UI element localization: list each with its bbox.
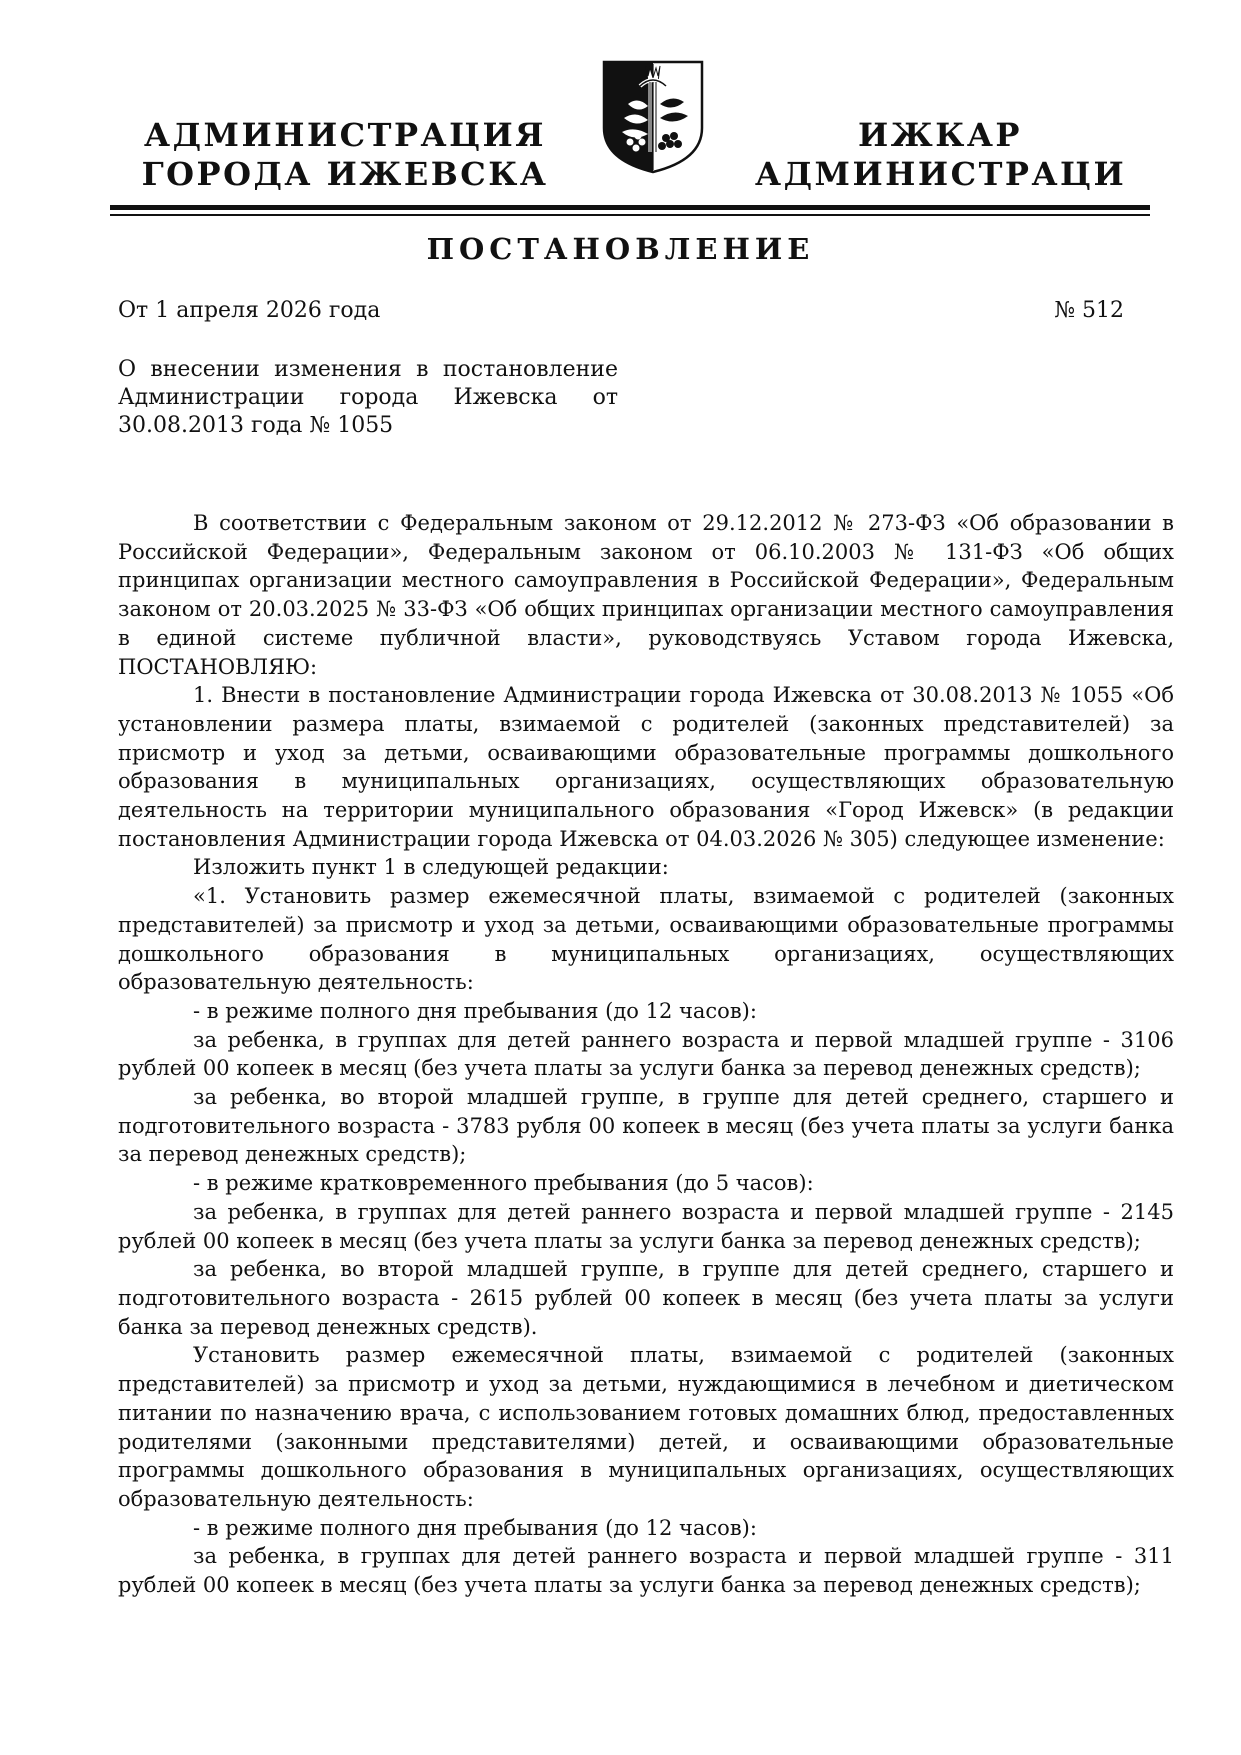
paragraph: за ребенка, в группах для детей раннего возраста и первой младшей группе - 3106 рублей 00 копеек в месяц (без учета платы за услуги банка за перевод денежных средств); <box>118 1027 1174 1081</box>
document-body <box>118 509 1174 1600</box>
paragraph: «1. Установить размер ежемесячной платы, взимаемой с родителей (законных представителей) за присмотр и уход за детьми, осваивающими образовательные программы дошкольного образования в муниципальных организациях, осуществляющих образовательную деятельность: <box>118 884 1174 995</box>
header-left-line2: ГОРОДА ИЖЕВСКА <box>141 155 549 193</box>
header-right-line2: АДМИНИСТРАЦИ <box>755 155 1127 193</box>
header-left-block <box>110 116 580 194</box>
header-right-line1: ИЖКАР <box>858 116 1022 154</box>
paragraph: - в режиме кратковременного пребывания (до 5 часов): <box>193 1171 814 1196</box>
document-date: От 1 апреля 2026 года <box>118 298 381 323</box>
paragraph: - в режиме полного дня пребывания (до 12 часов): <box>193 1515 757 1540</box>
paragraph: 1. Внести в постановление Администрации города Ижевска от 30.08.2013 № 1055 «Об установлении размера платы, взимаемой с родителей (законных представителей) за присмотр и уход за детьми, осваивающими образовательные программы дошкольного образования в муниципальных организациях, осуществляющих образовательную деятельность на территории муниципального образования «Город Ижевск» (в редакции постановления Администрации города Ижевска от 04.03.2026 № 305) следующее изменение: <box>118 683 1174 851</box>
document-number: № 512 <box>1054 298 1124 323</box>
paragraph: за ребенка, во второй младшей группе, в группе для детей среднего, старшего и подготовительного возраста - 2615 рублей 00 копеек в месяц (без учета платы за услуги банка за перевод денежных средств). <box>118 1257 1174 1339</box>
header-divider-thick <box>110 205 1150 210</box>
paragraph: за ребенка, во второй младшей группе, в группе для детей среднего, старшего и подготовительного возраста - 3783 рубля 00 копеек в месяц (без учета платы за услуги банка за перевод денежных средств); <box>118 1085 1174 1167</box>
document-title: ПОСТАНОВЛЕНИЕ <box>426 232 815 266</box>
paragraph: за ребенка, в группах для детей раннего возраста и первой младшей группе - 311 рублей 00 копеек в месяц (без учета платы за услуги банка за перевод денежных средств); <box>118 1544 1174 1598</box>
paragraph: Изложить пункт 1 в следующей редакции: <box>193 855 669 880</box>
paragraph: за ребенка, в группах для детей раннего возраста и первой младшей группе - 2145 рублей 00 копеек в месяц (без учета платы за услуги банка за перевод денежных средств); <box>118 1199 1174 1253</box>
izhevsk-coat-of-arms-icon <box>598 56 708 174</box>
paragraph: В соответствии с Федеральным законом от 29.12.2012 № 273-ФЗ «Об образовании в Российской Федерации», Федеральным законом от 06.10.2003 № 131-ФЗ «Об общих принципах организации местного самоуправления в Российской Федерации», Федеральным законом от 20.03.2025 № 33-ФЗ «Об общих принципах организации местного самоуправления в единой системе публичной власти», руководствуясь Уставом города Ижевска, ПОСТАНОВЛЯЮ: <box>118 511 1174 679</box>
paragraph: Установить размер ежемесячной платы, взимаемой с родителей (законных представителей) за присмотр и уход за детьми, нуждающимися в лечебном и диетическом питании по назначению врача, с использованием готовых домашних блюд, предоставленных родителями (законными представителями) детей, и осваивающими образовательные программы дошкольного образования в муниципальных организациях, осуществляющих образовательную деятельность: <box>118 1343 1174 1511</box>
header-right-block <box>755 116 1125 194</box>
document-subject: О внесении изменения в постановление Администрации города Ижевска от 30.08.2013 года № 1055 <box>118 357 618 438</box>
paragraph: - в режиме полного дня пребывания (до 12 часов): <box>193 998 757 1023</box>
header-divider-thin <box>110 214 1150 216</box>
header-left-line1: АДМИНИСТРАЦИЯ <box>144 116 546 154</box>
